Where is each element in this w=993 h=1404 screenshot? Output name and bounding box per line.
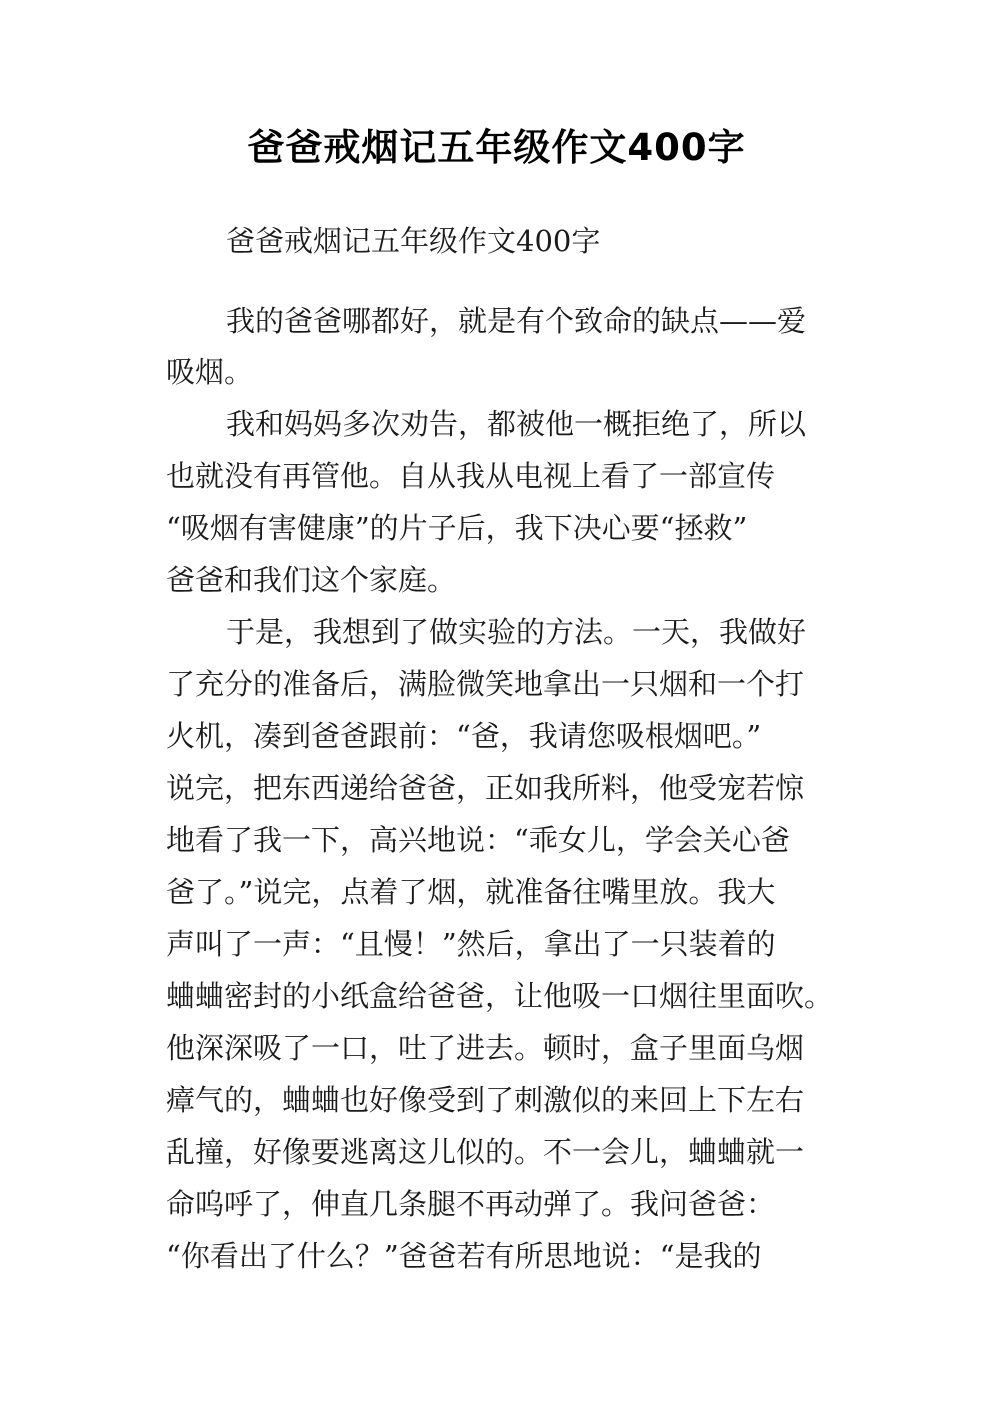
body-line: 瘴气的，蛐蛐也好像受到了刺激似的来回上下左右: [166, 1083, 805, 1117]
body-line: 我的爸爸哪都好，就是有个致命的缺点——爱: [226, 304, 807, 338]
body-line: 火机，凑到爸爸跟前：“爸，我请您吸根烟吧。”: [166, 719, 762, 753]
body-line: “你看出了什么？”爸爸若有所思地说：“是我的: [166, 1239, 762, 1273]
body-line: 蛐蛐密封的小纸盒给爸爸，让他吸一口烟往里面吹。: [166, 979, 834, 1013]
body-line: 爸了。”说完，点着了烟，就准备往嘴里放。我大: [166, 875, 776, 909]
body-line: 也就没有再管他。自从我从电视上看了一部宣传: [166, 459, 776, 493]
body-line: “吸烟有害健康”的片子后，我下决心要“拯救”: [166, 511, 748, 545]
body-line: 于是，我想到了做实验的方法。一天，我做好: [226, 615, 807, 649]
body-line: 爸爸戒烟记五年级作文400字: [226, 224, 601, 258]
body-line: 乱撞，好像要逃离这儿似的。不一会儿，蛐蛐就一: [166, 1135, 805, 1169]
document-title: 爸爸戒烟记五年级作文400字: [247, 126, 746, 169]
body-line: 声叫了一声：“且慢！”然后，拿出了一只装着的: [166, 927, 776, 961]
body-line: 说完，把东西递给爸爸，正如我所料，他受宠若惊: [166, 771, 805, 805]
body-line: 我和妈妈多次劝告，都被他一概拒绝了，所以: [226, 407, 807, 441]
body-line: 爸爸和我们这个家庭。: [166, 563, 457, 597]
body-line: 吸烟。: [166, 355, 254, 389]
body-line: 他深深吸了一口，吐了进去。顿时，盒子里面乌烟: [166, 1031, 805, 1065]
body-line: 地看了我一下，高兴地说：“乖女儿，学会关心爸: [166, 823, 790, 857]
body-line: 命呜呼了，伸直几条腿不再动弹了。我问爸爸：: [166, 1187, 776, 1221]
body-line: 了充分的准备后，满脸微笑地拿出一只烟和一个打: [166, 667, 805, 701]
